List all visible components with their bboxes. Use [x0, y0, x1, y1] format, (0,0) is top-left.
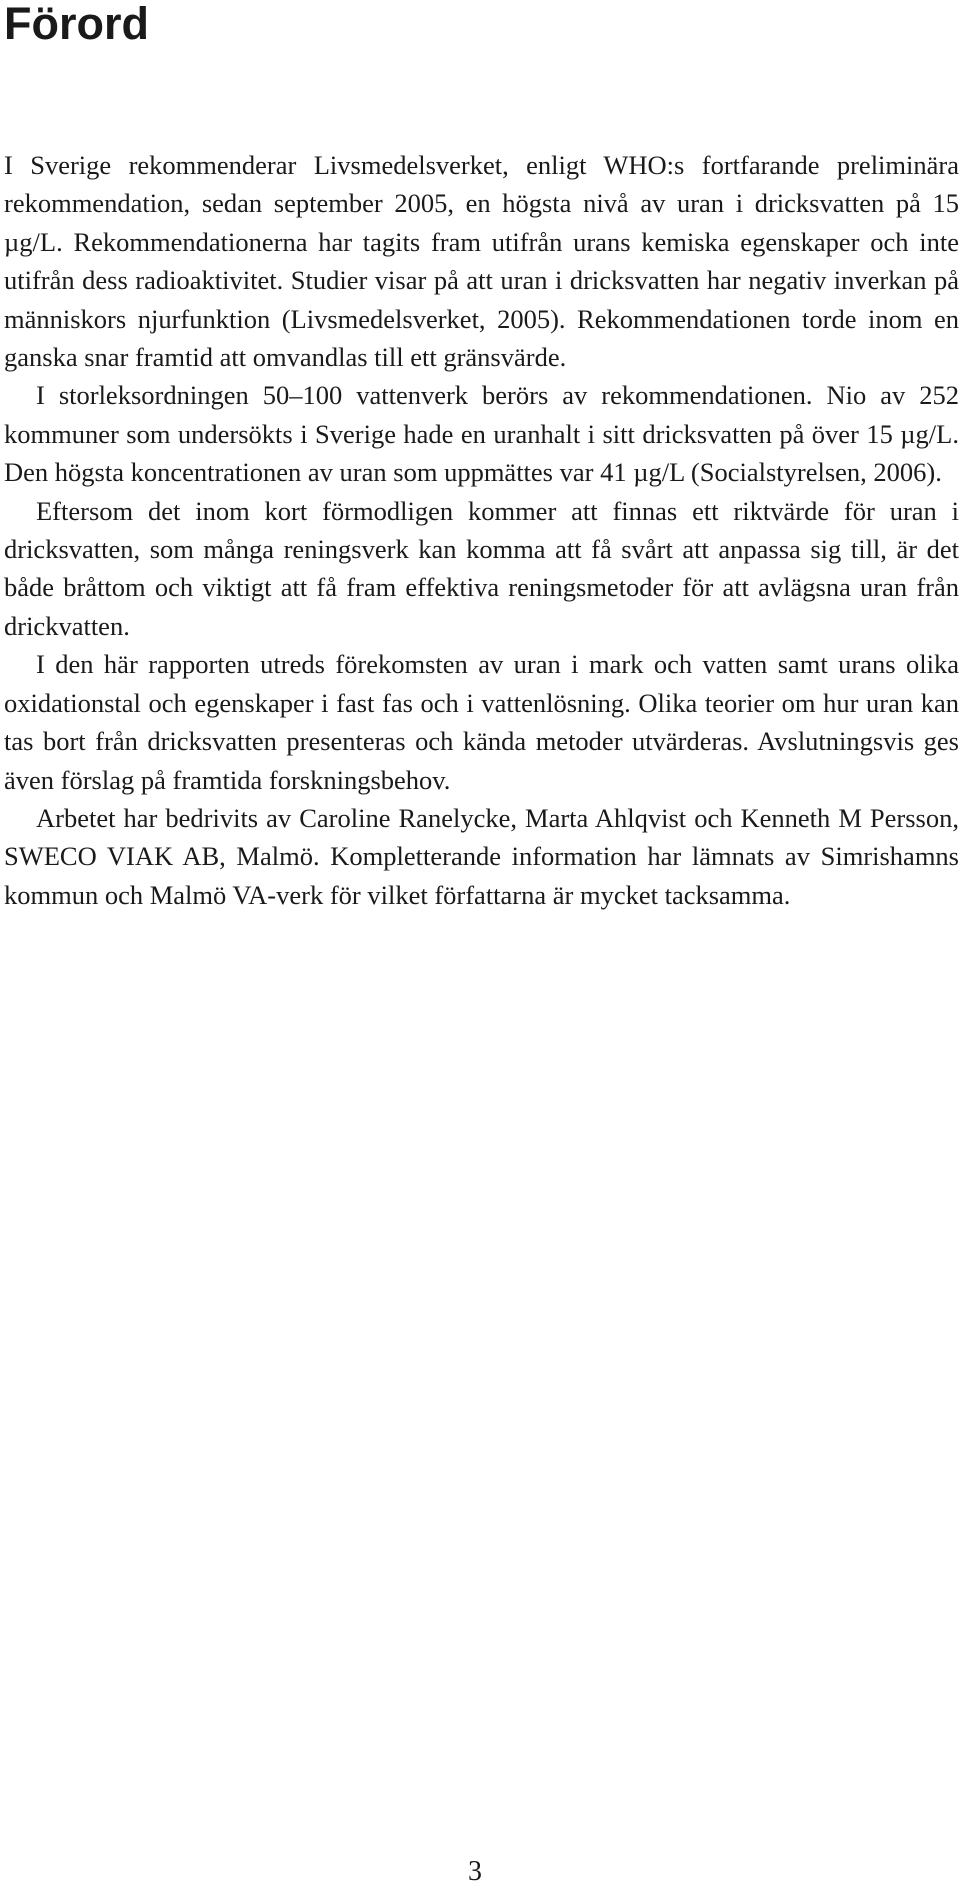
page-title: Förord — [4, 0, 149, 49]
paragraph-4: I den här rapporten utreds förekomsten av uran i mark och vatten samt urans olika oxidationstal och egenskaper i fast fas och i vattenlösning. Olika teorier om hur uran kan tas bort från dricksvatten presenteras och kända metoder utvärderas. Avslutningsvis ges även förslag på framtida forskningsbehov. — [4, 649, 959, 795]
paragraph-3: Eftersom det inom kort förmodligen kommer att finnas ett riktvärde för uran i dricksvatten, som många reningsverk kan komma att få svårt att anpassa sig till, är det både bråttom och viktigt att få fram effektiva reningsmetoder för att avlägsna uran från drickvatten. — [4, 495, 959, 641]
body-text — [4, 146, 959, 914]
paragraph-1: I Sverige rekommenderar Livsmedelsverket, enligt WHO:s fortfarande preliminära rekommendation, sedan september 2005, en högsta nivå av uran i dricksvatten på 15 µg/L. Rekommendationerna har tagits fram utifrån urans kemiska egenskaper och inte utifrån dess radioaktivitet. Studier visar på att uran i dricksvatten har negativ inverkan på människors njurfunktion (Livsmedelsverket, 2005). Rekommendationen torde inom en ganska snar framtid att omvandlas till ett gränsvärde. — [4, 150, 959, 373]
page-number: 3 — [468, 1856, 482, 1887]
paragraph-2: I storleksordningen 50–100 vattenverk berörs av rekommendationen. Nio av 252 kommuner som undersökts i Sverige hade en uranhalt i sitt dricksvatten på över 15 µg/L. Den högsta koncentrationen av uran som uppmättes var 41 µg/L (Socialstyrelsen, 2006). — [4, 380, 959, 488]
paragraph-5: Arbetet har bedrivits av Caroline Ranelycke, Marta Ahlqvist och Kenneth M Persson, SWECO VIAK AB, Malmö. Kompletterande information har lämnats av Simrishamns kommun och Malmö VA-verk för vilket författarna är mycket tacksamma. — [4, 802, 959, 910]
